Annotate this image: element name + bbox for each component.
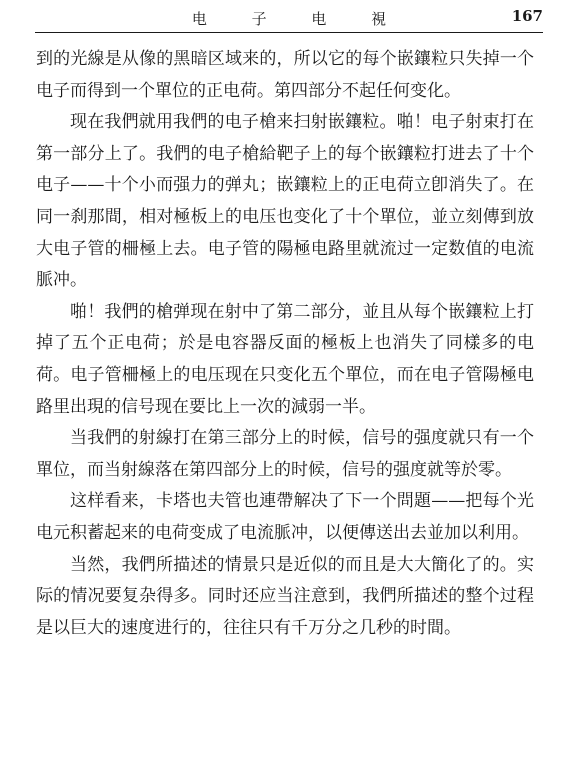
paragraph: 当我們的射線打在第三部分上的时候，信号的强度就只有一个單位，而当射線落在第四部分上的时候，信号的强度就等於零。 — [36, 428, 534, 480]
running-title: 电 子 电 視 — [191, 10, 407, 28]
paragraph: 到的光線是从像的黑暗区域来的，所以它的每个嵌鑲粒只失掉一个电子而得到一个單位的正电荷。第四部分不起任何变化。 — [36, 49, 534, 101]
paragraph: 啪！我們的槍弹现在射中了第二部分，並且从每个嵌鑲粒上打掉了五个正电荷；於是电容器反面的極板上也消失了同樣多的电荷。电子管柵極上的电压现在只变化五个單位，而在电子管陽極电路里出現的信号现在要比上一次的減弱一半。 — [36, 301, 534, 417]
running-header — [35, 6, 543, 33]
body-text — [36, 44, 534, 644]
page-number: 167 — [511, 7, 543, 25]
paragraph: 当然，我們所描述的情景只是近似的而且是大大簡化了的。实际的情况要复杂得多。同时还应当注意到，我們所描述的整个过程是以巨大的速度进行的，往往只有千万分之几秒的时間。 — [36, 554, 534, 638]
paragraph: 现在我們就用我們的电子槍来扫射嵌鑲粒。啪！电子射束打在第一部分上了。我們的电子槍給靶子上的每个嵌鑲粒打进去了十个电子——十个小而强力的弹丸；嵌鑲粒上的正电荷立卽消失了。在同一刹那間，相对極板上的电压也变化了十个單位，並立刻傳到放大电子管的柵極上去。电子管的陽極电路里就流过一定数值的电流脈冲。 — [36, 112, 534, 291]
paragraph: 这样看来，卡塔也夫管也連帶解决了下一个問題——把每个光电元积蓄起来的电荷变成了电流脈冲，以便傳送出去並加以利用。 — [36, 491, 534, 543]
